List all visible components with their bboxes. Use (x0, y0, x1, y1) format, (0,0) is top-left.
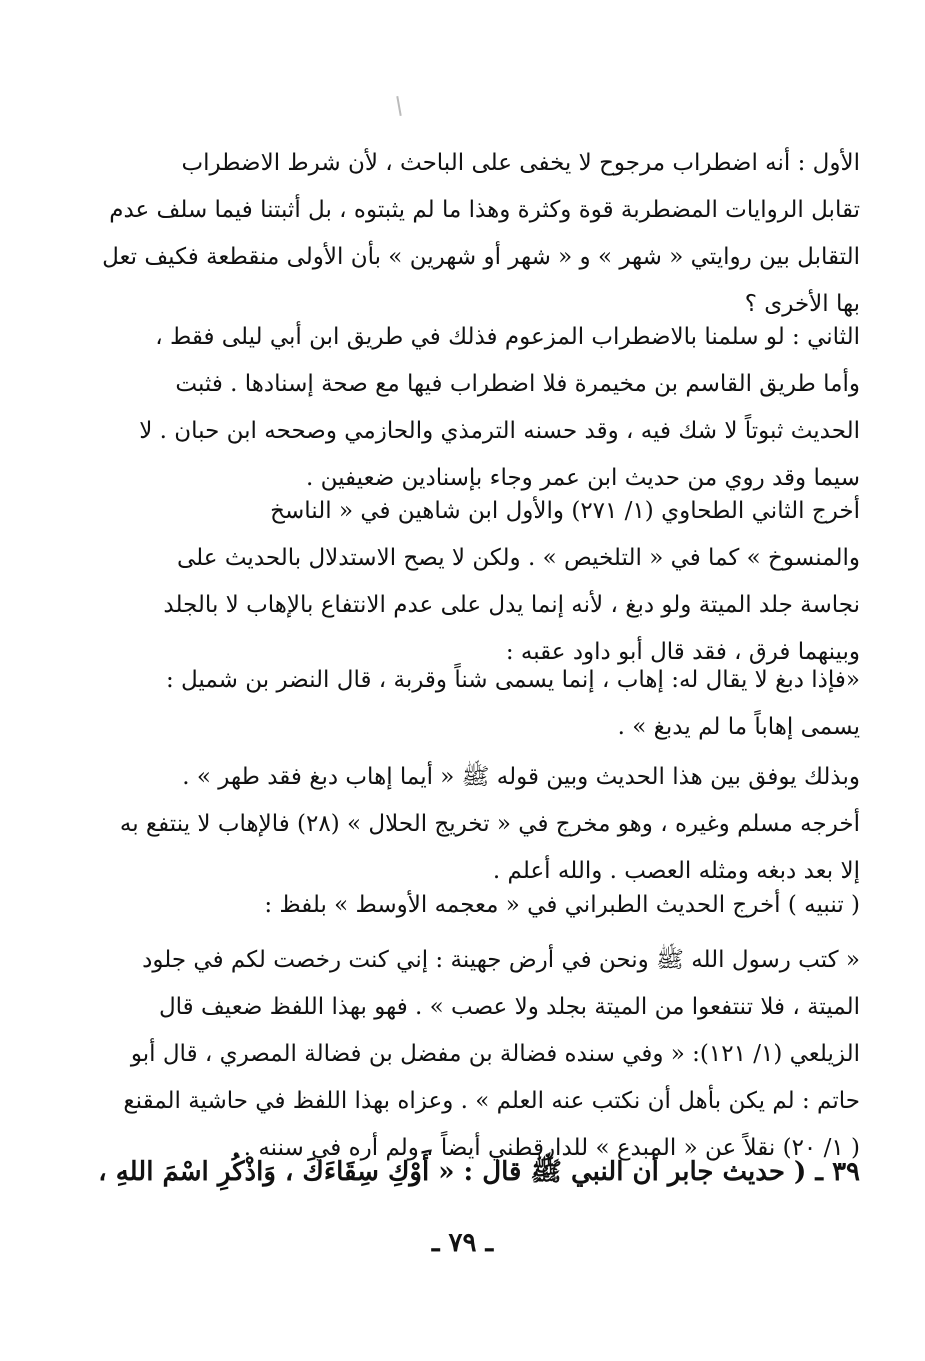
text-line: وبينهما فرق ، فقد قال أبو داود عقبه : (505, 639, 860, 665)
text-line: ( ١/ ٢٠) نقلاً عن « المبدع » للدارقطني أيضاً ، ولم أره في سننه . (243, 1135, 860, 1161)
text-line: وبذلك يوفق بين هذا الحديث وبين قوله ﷺ « أيما إهاب دبغ فقد طهر » . (182, 764, 860, 790)
paragraph-quotation (160, 657, 860, 751)
paragraph-note (160, 882, 860, 929)
text-line: «فإذا دبغ لا يقال له: إهاب ، إنما يسمى شناً وقربة ، قال النضر بن شميل : (165, 667, 860, 693)
text-line: الحديث ثبوتاً لا شك فيه ، وقد حسنه الترمذي والحازمي وصححه ابن حبان . لا (139, 418, 860, 444)
text-line: الأول : أنه اضطراب مرجوح لا يخفى على الباحث ، لأن شرط الاضطراب (181, 150, 860, 176)
paragraph-second-response (139, 314, 860, 502)
text-line: والمنسوخ » كما في « التلخيص » . ولكن لا يصح الاستدلال بالحديث على (177, 545, 860, 571)
text-line: بها الأخرى ؟ (744, 291, 860, 317)
text-line: يسمى إهاباً ما لم يدبغ » . (617, 714, 860, 740)
text-line: الزيلعي (١/ ١٢١): « وفي سنده فضالة بن مفضل بن فضالة المصري ، قال أبو (130, 1041, 860, 1067)
text-line: « كتب رسول الله ﷺ ونحن في أرض جهينة : إني كنت رخصت لكم في جلود (142, 947, 860, 973)
text-line: نجاسة جلد الميتة ولو دبغ ، لأنه إنما يدل على عدم الانتفاع بالإهاب لا بالجلد (163, 592, 860, 618)
text-line: ( تنبيه ) أخرج الحديث الطبراني في « معجمه الأوسط » بلفظ : (264, 892, 860, 918)
text-line: تقابل الروايات المضطربة قوة وكثرة وهذا ما لم يثبتوه ، بل أثبتنا فيما سلف عدم (109, 197, 860, 223)
paragraph-first-response (102, 140, 860, 328)
text-line: وأما طريق القاسم بن مخيمرة فلا اضطراب فيها مع صحة إسنادها . فثبت (175, 371, 860, 397)
text-line: الميتة ، فلا تنتفعوا من الميتة بجلد ولا عصب » . فهو بهذا اللفظ ضعيف قال (158, 994, 860, 1020)
page-number: ـ ٧٩ ـ (431, 1228, 494, 1258)
text-line: حاتم : لم يكن بأهل أن نكتب عنه العلم » . وعزاه بهذا اللفظ في حاشية المقنع (123, 1088, 860, 1114)
text-line: إلا بعد دبغه ومثله العصب . والله أعلم . (492, 858, 860, 884)
text-line: أخرجه مسلم وغيره ، وهو مخرج في « تخريج الحلال » (٢٨) فالإهاب لا ينتفع به (119, 811, 860, 837)
hadith-heading: ٣٩ ـ ( حديث جابر أن النبي ﷺ قال : « أَوْكِ سِقَاءَكَ ، وَاذْكُرِ اسْمَ اللهِ ، (98, 1157, 860, 1187)
paragraph-takhrij (160, 488, 860, 676)
margin-mark (396, 96, 401, 116)
text-line: الثاني : لو سلمنا بالاضطراب المزعوم فذلك في طريق ابن أبي ليلى فقط ، (155, 324, 860, 350)
text-line: أخرج الثاني الطحاوي (١/ ٢٧١) والأول ابن شاهين في « الناسخ (270, 498, 860, 524)
text-line: التقابل بين روايتي « شهر » و « شهر أو شهرين » بأن الأولى منقطعة فكيف تعل (102, 244, 860, 270)
text-line: سيما وقد روي من حديث ابن عمر وجاء بإسنادين ضعيفين . (305, 465, 860, 491)
paragraph-tabarani-text (123, 937, 860, 1172)
paragraph-reconciliation (119, 754, 860, 895)
